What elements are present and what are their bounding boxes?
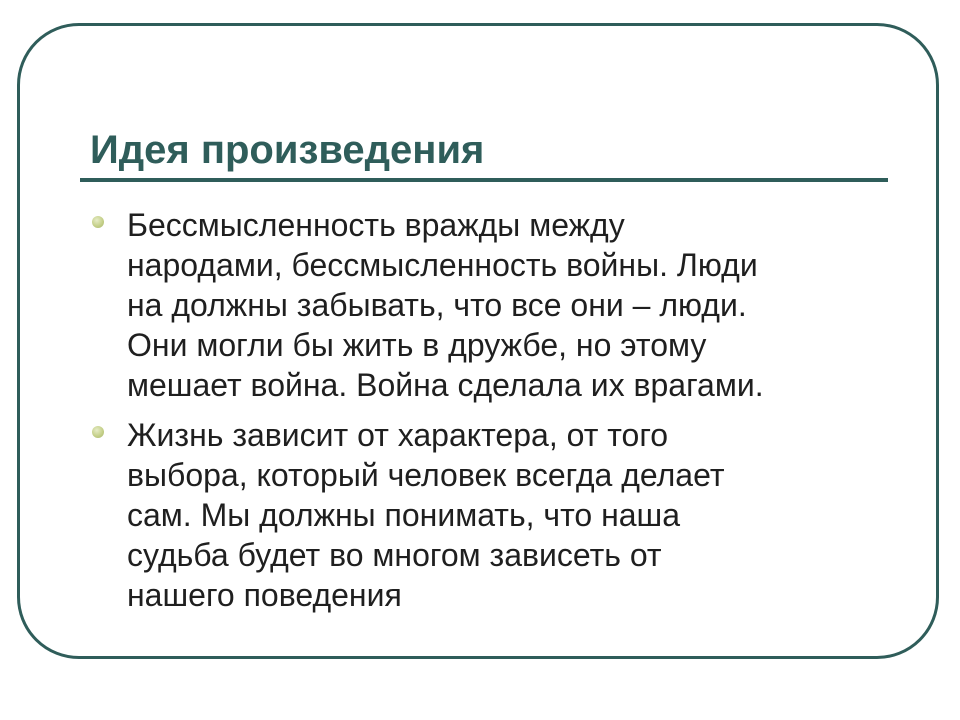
- bullet-dot-icon: [92, 426, 104, 438]
- bullet-line: на должны забывать, что все они – люди.: [127, 287, 747, 323]
- bullet-line: Жизнь зависит от характера, от того: [127, 417, 669, 453]
- bullet-line: Бессмысленность вражды между: [127, 207, 625, 243]
- bullet-item: [90, 415, 880, 615]
- bullet-line: народами, бессмысленность войны. Люди: [127, 247, 758, 283]
- bullet-line: Они могли бы жить в дружбе, но этому: [127, 327, 707, 363]
- bullet-dot-icon: [92, 216, 104, 228]
- bullet-line: нашего поведения: [127, 577, 402, 613]
- bullet-item: [90, 205, 880, 405]
- slide-title: Идея произведения: [90, 128, 485, 172]
- title-underline: [80, 178, 888, 182]
- bullet-line: сам. Мы должны понимать, что наша: [127, 497, 680, 533]
- bullet-line: выбора, который человек всегда делает: [127, 457, 725, 493]
- bullet-list: [90, 205, 880, 625]
- bullet-line: судьба будет во многом зависеть от: [127, 537, 662, 573]
- bullet-line: мешает война. Война сделала их врагами.: [127, 367, 764, 403]
